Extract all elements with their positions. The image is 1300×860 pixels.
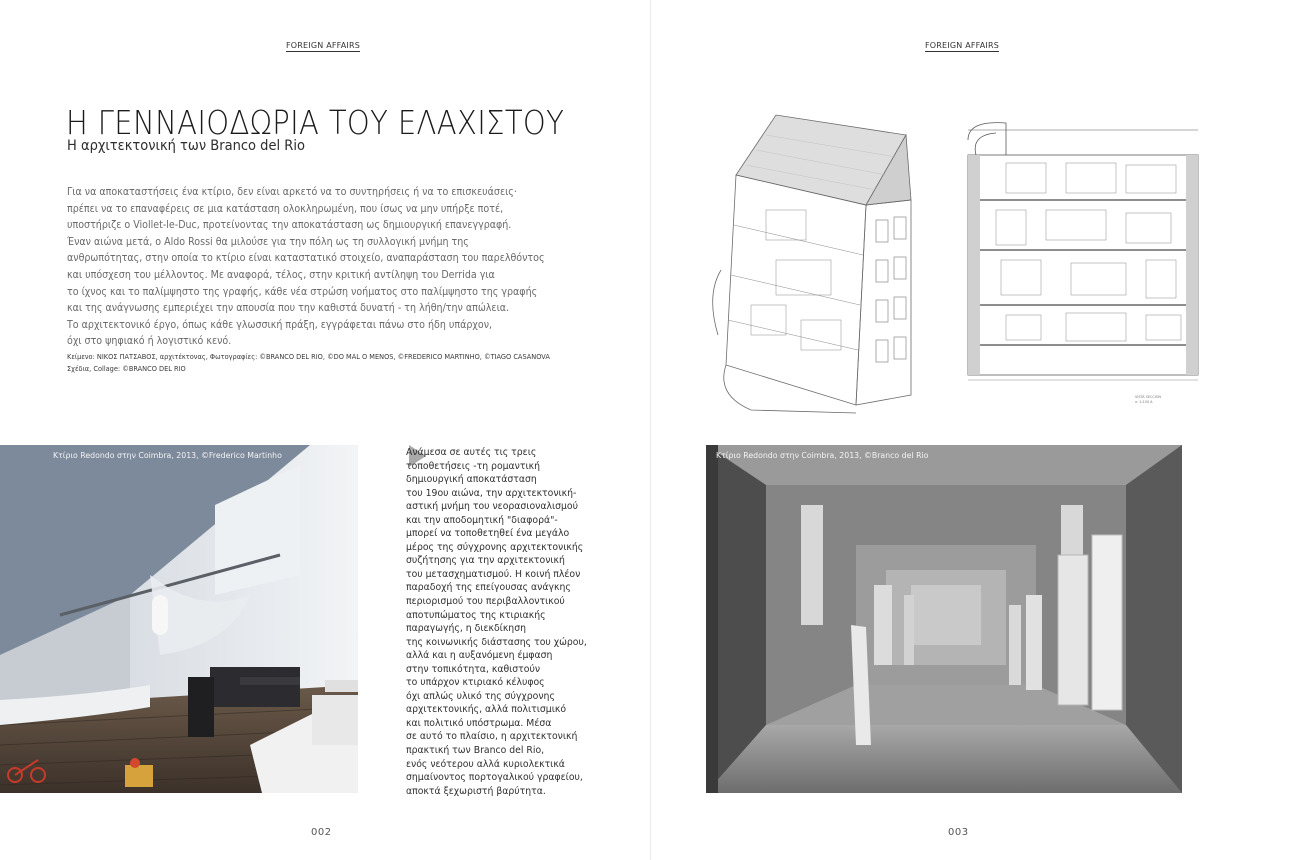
credits-line: Σχέδια, Collage: ©BRANCO DEL RIO	[67, 364, 186, 373]
section-label-left: FOREIGN AFFAIRS	[286, 41, 361, 50]
body-line: περιορισμού του περιβαλλοντικού	[406, 596, 565, 608]
axonometric-and-section-drawing	[706, 95, 1200, 415]
article-body	[406, 446, 606, 798]
intro-line: Έναν αιώνα μετά, ο Aldo Rossi θα μιλούσε για την πόλη ως τη συλλογική μνήμη της	[67, 235, 469, 248]
body-line: δημιουργική αποκατάσταση	[406, 474, 537, 486]
body-line: όχι απλώς υλικό της σύγχρονης	[406, 690, 555, 702]
page-number-left: 002	[311, 827, 332, 838]
architectural-drawing	[706, 95, 1200, 415]
body-line: του μετασχηματισμού. Η κοινή πλέον	[406, 568, 581, 580]
body-line: σε αυτό το πλαίσιο, η αρχιτεκτονική	[406, 731, 578, 743]
intro-line: ανθρωπότητας, στην οποία το κτίριο είναι καταστατικό στοιχείο, αναπαράσταση του παρελθόντος	[67, 252, 545, 265]
body-line: αποτυπώματος της κτιριακής	[406, 609, 546, 621]
photo-caption-left: Κτίριο Redondo στην Coimbra, 2013, ©Frederico Martinho	[53, 451, 282, 460]
title-block-line: x: 1:100 A	[1135, 400, 1153, 404]
attic-interior-illustration	[0, 445, 358, 793]
body-line: ενός νεότερου αλλά κυριολεκτικά	[406, 758, 565, 770]
body-line: τοποθετήσεις -τη ρομαντική	[406, 460, 540, 472]
body-line: και πολιτικό υπόστρωμα. Μέσα	[406, 717, 552, 729]
drawing-title-block	[1135, 395, 1199, 405]
photo-empty-room	[706, 445, 1182, 793]
body-line: συζήτησης για την αρχιτεκτονική	[406, 555, 565, 567]
section-label-right: FOREIGN AFFAIRS	[925, 41, 1000, 50]
intro-line: όχι στο ψηφιακό ή λογιστικό κενό.	[67, 335, 232, 348]
body-line: μέρος της σύγχρονης αρχιτεκτονικής	[406, 541, 584, 553]
intro-line: και της ανάγνωσης εμπεριέχει την απουσία που την καθιστά δυνατή - τη λήθη/την απώλεια.	[67, 302, 510, 315]
article-title: Η ΓΕΝΝΑΙΟΔΩΡΙΑ ΤΟΥ ΕΛΑΧΙΣΤΟΥ	[66, 103, 565, 142]
body-line: Ανάμεσα σε αυτές τις τρεις	[406, 447, 537, 458]
body-line: αλλά και η αυξανόμενη έμφαση	[406, 650, 553, 662]
body-line: αποκτά ξεχωριστή βαρύτητα.	[406, 785, 546, 797]
page-spread-fold	[650, 0, 651, 860]
body-line: σημαίνοντος πορτογαλικού γραφείου,	[406, 772, 583, 784]
intro-line: το ίχνος και το παλίμψηστο της γραφής, κάθε νέα στρώση νοήματος στο παλίμψηστο της γραφής	[67, 285, 538, 298]
photo-caption-right: Κτίριο Redondo στην Coimbra, 2013, ©Branco del Rio	[716, 451, 929, 460]
article-credits	[67, 352, 550, 375]
title-block-line: VISTA SECCIÓN	[1135, 395, 1161, 399]
body-line: στην τοπικότητα, καθιστούν	[406, 663, 541, 675]
body-line: μπορεί να τοποθετηθεί ένα μεγάλο	[406, 528, 570, 540]
body-line: και την αποδομητική "διαφορά"-	[406, 514, 558, 526]
body-line: αστική μνήμη του νεορασιοναλισμού	[406, 501, 578, 513]
page-number-right: 003	[948, 827, 969, 838]
axonometric-view	[713, 115, 911, 413]
body-line: του 19ου αιώνα, την αρχιτεκτονική-	[406, 487, 577, 499]
empty-room-illustration	[706, 445, 1182, 793]
body-line: το υπάρχον κτιριακό κέλυφος	[406, 677, 545, 689]
photo-attic-interior	[0, 445, 358, 793]
intro-line: και υπόσχεση του μέλλοντος. Με αναφορά, τέλος, στην κριτική αντίληψη του Derrida για	[67, 268, 495, 281]
intro-line: υποστήριζε ο Viollet-le-Duc, προτείνοντας την αποκατάσταση ως δημιουργική επανεγγραφή.	[67, 219, 512, 232]
body-line: πρακτική των Branco del Rio,	[406, 745, 545, 757]
section-view	[968, 123, 1198, 380]
article-intro	[67, 184, 579, 350]
credits-line: Κείμενο: ΝΙΚΟΣ ΠΑΤΣΑΒΟΣ, αρχιτέκτονας, Φωτογραφίες: ©BRANCO DEL RIO, ©DO MAL O MENOS, ©FREDERICO MARTINHO, ©TIAGO CASANOVA	[67, 353, 550, 361]
article-subtitle: Η αρχιτεκτονική των Branco del Rio	[67, 138, 305, 154]
body-line: παραγωγής, η διεκδίκηση	[406, 623, 526, 635]
body-line: παραδοχή της επείγουσας ανάγκης	[406, 582, 571, 594]
body-line: της κοινωνικής διάστασης του χώρου,	[406, 636, 587, 648]
intro-line: Το αρχιτεκτονικό έργο, όπως κάθε γλωσσική πράξη, εγγράφεται πάνω στο ήδη υπάρχον,	[67, 318, 493, 331]
intro-line: πρέπει να το επαναφέρεις σε μια κατάσταση ολοκληρωμένη, που ίσως να μην υπήρξε ποτέ,	[67, 202, 504, 215]
body-line: αρχιτεκτονικής, αλλά πολιτισμικό	[406, 704, 567, 716]
intro-line: Για να αποκαταστήσεις ένα κτίριο, δεν είναι αρκετό να το συντηρήσεις ή να το επισκευάσεις·	[67, 186, 517, 198]
